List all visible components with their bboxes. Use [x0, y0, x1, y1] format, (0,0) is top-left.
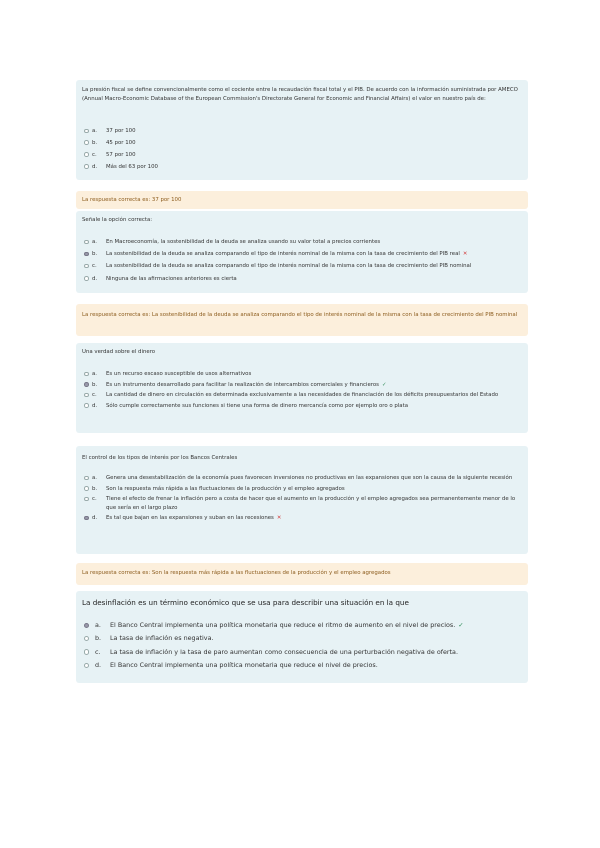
question-4-card: [76, 446, 528, 554]
option-d[interactable]: d. Es tal que bajan en las expansiones y suban en las recesiones ✕: [84, 514, 522, 523]
radio-icon[interactable]: [84, 372, 89, 377]
radio-icon[interactable]: [84, 264, 89, 269]
radio-icon[interactable]: [84, 164, 89, 169]
option-b[interactable]: b. Son la respuesta más rápida a las fluctuaciones de la producción y el empleo agregados: [84, 485, 522, 494]
radio-icon[interactable]: [84, 663, 89, 668]
feedback-4-text: La respuesta correcta es: Son la respuesta más rápida a las fluctuaciones de la producción y el empleo agregados: [82, 570, 391, 576]
option-b[interactable]: b. Es un instrumento desarrollado para facilitar la realización de intercambios comerciales y financieros ✓: [84, 381, 522, 390]
radio-icon[interactable]: [84, 486, 89, 491]
feedback-2-text: La respuesta correcta es: La sostenibilidad de la deuda se analiza comparando el tipo de interés nominal de la misma con la tasa de crecimiento del PIB nominal: [82, 312, 518, 318]
question-1-card: [76, 80, 528, 180]
correct-icon: ✓: [381, 381, 387, 388]
option-d[interactable]: d. Sólo cumple correctamente sus funciones si tiene una forma de dinero mercancía como por ejemplo oro o plata: [84, 402, 522, 411]
option-a[interactable]: a. Es un recurso escaso susceptible de usos alternativos: [84, 370, 522, 379]
incorrect-icon: ✕: [276, 515, 282, 522]
radio-icon[interactable]: [84, 403, 89, 408]
radio-icon[interactable]: [84, 140, 89, 145]
radio-icon-selected[interactable]: [84, 382, 89, 387]
option-c[interactable]: c. La tasa de inflación y la tasa de paro aumentan como consecuencia de una perturbación negativa de oferta.: [84, 646, 522, 658]
question-5-text: La desinflación es un término económico que se usa para describir una situación en la que: [82, 598, 409, 607]
option-a[interactable]: a. Genera una desestabilización de la economía pues favorecen inversiones no productivas en las expansiones que son la causa de la siguiente recesión: [84, 474, 522, 483]
radio-icon[interactable]: [84, 649, 89, 654]
question-2-options: [84, 238, 522, 283]
feedback-1: [76, 191, 528, 209]
option-a[interactable]: a. 37 por 100: [84, 127, 522, 136]
option-d[interactable]: d. Ninguna de las afirmaciones anteriores es cierta: [84, 275, 522, 284]
option-d[interactable]: d. Más del 63 por 100: [84, 163, 522, 172]
radio-icon[interactable]: [84, 393, 89, 398]
radio-icon-selected[interactable]: [84, 252, 89, 257]
option-a[interactable]: a. El Banco Central implementa una política monetaria que reduce el ritmo de aumento en el nivel de precios. ✓: [84, 619, 522, 631]
radio-icon[interactable]: [84, 129, 89, 134]
radio-icon[interactable]: [84, 476, 89, 481]
radio-icon[interactable]: [84, 152, 89, 157]
correct-icon: ✓: [458, 621, 464, 629]
option-c[interactable]: c. 57 por 100: [84, 151, 522, 160]
incorrect-icon: ✕: [462, 251, 468, 258]
radio-icon[interactable]: [84, 497, 89, 502]
option-b[interactable]: b. 45 por 100: [84, 139, 522, 148]
option-b[interactable]: b. La sostenibilidad de la deuda se analiza comparando el tipo de interés nominal de la misma con la tasa de crecimiento del PIB real ✕: [84, 250, 522, 259]
option-c[interactable]: c. La cantidad de dinero en circulación es determinada exclusivamente a las necesidades de financiación de los déficits presupuestarios del Estado: [84, 391, 522, 400]
radio-icon[interactable]: [84, 636, 89, 641]
question-3-options: [84, 370, 522, 410]
option-d[interactable]: d. El Banco Central implementa una política monetaria que reduce el nivel de precios.: [84, 659, 522, 671]
question-2-text: Señale la opción correcta:: [82, 217, 153, 223]
option-c[interactable]: c. La sostenibilidad de la deuda se analiza comparando el tipo de interés nominal de la misma con la tasa de crecimiento del PIB nominal: [84, 262, 522, 271]
question-4-options: [84, 474, 522, 523]
question-3-text: Una verdad sobre el dinero: [82, 349, 156, 355]
question-1-text: La presión fiscal se define convencionalmente como el cociente entre la recaudación fiscal total y el PIB. De acuerdo con la información suministrada por AMECO (Annual Macro-Economic Database of the European Commission's Directorate General for Economic and Financial Affairs) el valor en nuestro país de:: [82, 87, 518, 102]
option-a[interactable]: a. En Macroeconomía, la sostenibilidad de la deuda se analiza usando su valor total a precios corrientes: [84, 238, 522, 247]
radio-icon-selected[interactable]: [84, 623, 89, 628]
option-b[interactable]: b. La tasa de inflación es negativa.: [84, 632, 522, 644]
question-3-card: [76, 343, 528, 433]
radio-icon[interactable]: [84, 276, 89, 281]
question-2-card: [76, 211, 528, 293]
radio-icon[interactable]: [84, 240, 89, 245]
feedback-1-text: La respuesta correcta es: 37 por 100: [82, 197, 182, 203]
option-c[interactable]: c. Tiene el efecto de frenar la inflación pero a costa de hacer que el aumento en la producción y el empleo agregados sea permanentemente menor de lo que sería en el largo plazo: [84, 495, 522, 512]
feedback-2: [76, 304, 528, 336]
question-5-options: [84, 619, 522, 672]
radio-icon-selected[interactable]: [84, 516, 89, 521]
feedback-4: [76, 563, 528, 585]
question-5-card: [76, 591, 528, 683]
question-4-text: El control de los tipos de interés por los Bancos Centrales: [82, 455, 238, 461]
question-1-options: [84, 127, 522, 172]
